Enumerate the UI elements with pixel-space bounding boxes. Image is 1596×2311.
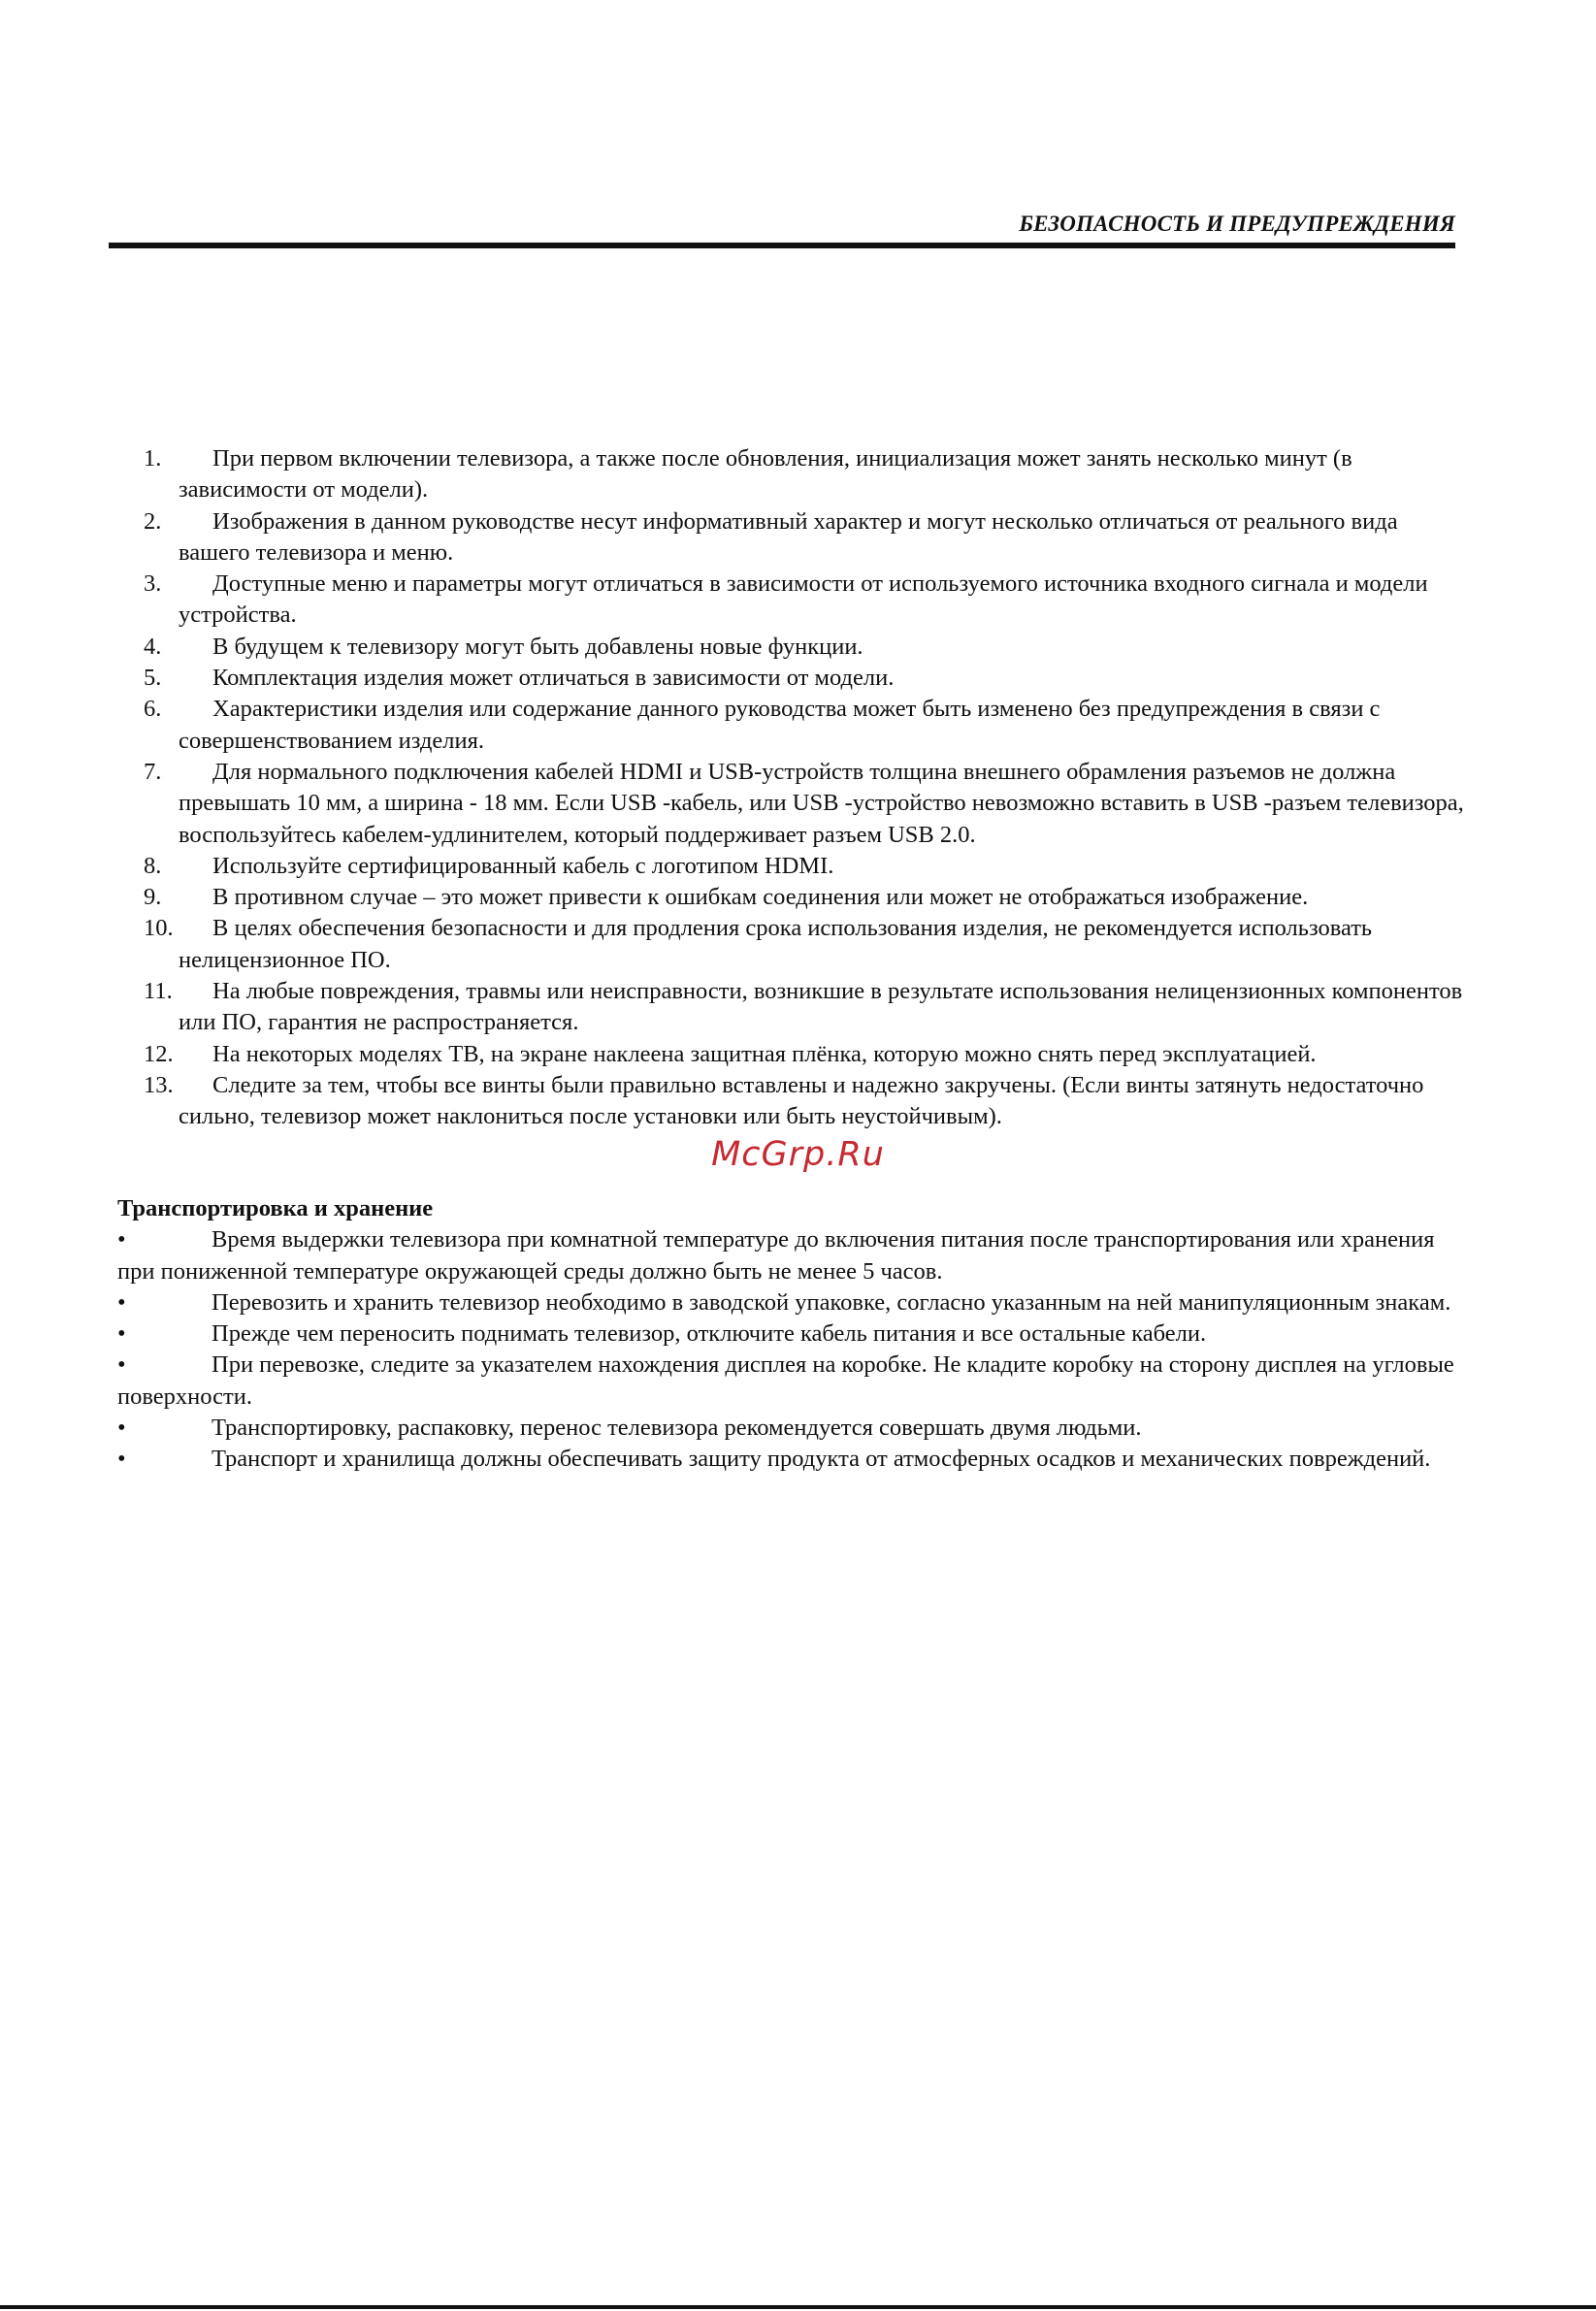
bullet-icon: • [117, 1351, 126, 1379]
bullet-text: При перевозке, следите за указателем нахождения дисплея на коробке. Не кладите коробку на сторону дисплея на угловые поверхности. [117, 1351, 1454, 1410]
header-divider [109, 243, 1455, 248]
bullet-text: Время выдержки телевизора при комнатной температуре до включения питания после транспортирования или хранения при пониженной температуре окружающей среды должно быть не менее 5 часов. [117, 1226, 1435, 1285]
item-text: В будущем к телевизору могут быть добавлены новые функции. [212, 633, 863, 660]
list-item [117, 1318, 1461, 1350]
item-number: 4. [144, 633, 162, 660]
bullet-icon: • [117, 1288, 126, 1316]
list-item [116, 506, 1475, 570]
item-number: 13. [144, 1071, 174, 1098]
list-item [117, 1224, 1461, 1287]
item-text: Характеристики изделия или содержание данного руководства может быть изменено без предупреждения в связи с совершенствованием изделия. [179, 696, 1381, 754]
list-item [116, 569, 1475, 632]
list-item [116, 694, 1475, 757]
item-text: На любые повреждения, травмы или неисправности, возникшие в результате использования нелицензионных компонентов или ПО, гарантия не распространяется. [179, 978, 1463, 1036]
list-item [116, 882, 1475, 913]
list-item [116, 663, 1475, 694]
bullet-text: Транспортировку, распаковку, перенос телевизора рекомендуется совершать двумя людьми. [212, 1415, 1142, 1442]
page-section-title: БЕЗОПАСНОСТЬ И ПРЕДУПРЕЖДЕНИЯ [1019, 212, 1455, 236]
list-item [116, 976, 1475, 1039]
item-number: 8. [144, 852, 162, 879]
list-item [116, 1070, 1475, 1133]
transport-list [117, 1224, 1461, 1475]
list-item [117, 1413, 1461, 1444]
list-item [116, 632, 1475, 663]
item-text: Для нормального подключения кабелей HDMI и USB-устройств толщина внешнего обрамления разъемов не должна превышать 10 мм, а ширина - 18 мм. Если USB -кабель, или USB -устройство невозможно вставить в USB -разъем телевизора, воспользуйтесь кабелем-удлинителем, который поддерживает разъем USB 2.0. [179, 758, 1464, 848]
item-text: В целях обеспечения безопасности и для продления срока использования изделия, не рекомендуется использовать нелицензионное ПО. [179, 915, 1373, 973]
list-item [116, 851, 1475, 882]
bullet-icon: • [117, 1320, 126, 1348]
item-text: Следите за тем, чтобы все винты были правильно вставлены и надежно закручены. (Если винты затянуть недостаточно сильно, телевизор может наклониться после установки или быть неустойчивым). [179, 1071, 1424, 1130]
bullet-icon: • [117, 1446, 126, 1473]
notes-list [116, 443, 1475, 1133]
item-text: Используйте сертифицированный кабель с логотипом HDMI. [212, 852, 834, 879]
list-item [116, 443, 1475, 506]
list-item [117, 1287, 1461, 1318]
item-number: 5. [144, 665, 162, 692]
list-item [116, 1039, 1475, 1070]
bullet-text: Прежде чем переносить поднимать телевизор, отключите кабель питания и все остальные кабели. [212, 1320, 1207, 1348]
bullet-text: Транспорт и хранилища должны обеспечивать защиту продукта от атмосферных осадков и механических повреждений. [212, 1446, 1431, 1473]
item-number: 12. [144, 1040, 174, 1067]
item-text: В противном случае – это может привести к ошибкам соединения или может не отображаться изображение. [212, 884, 1309, 911]
item-number: 2. [144, 507, 162, 535]
item-number: 11. [144, 978, 173, 1005]
item-number: 3. [144, 570, 162, 598]
item-text: На некоторых моделях ТВ, на экране наклеена защитная плёнка, которую можно снять перед эксплуатацией. [212, 1040, 1317, 1067]
bullet-text: Перевозить и хранить телевизор необходимо в заводской упаковке, согласно указанным на ней манипуляционным знакам. [212, 1288, 1451, 1316]
list-item [116, 757, 1475, 851]
section-heading: Транспортировка и хранение [117, 1195, 434, 1221]
bullet-icon: • [117, 1226, 126, 1253]
item-number: 7. [144, 758, 162, 785]
list-item [117, 1350, 1461, 1413]
bullet-icon: • [117, 1415, 126, 1442]
list-item [116, 913, 1475, 976]
list-item [117, 1444, 1461, 1475]
item-text: Доступные меню и параметры могут отличаться в зависимости от используемого источника входного сигнала и модели устройства. [179, 570, 1428, 629]
item-text: Изображения в данном руководстве несут информативный характер и могут несколько отличаться от реального вида вашего телевизора и меню. [179, 507, 1398, 566]
item-text: Комплектация изделия может отличаться в зависимости от модели. [212, 665, 895, 692]
item-number: 6. [144, 696, 162, 723]
transport-section [117, 1193, 1461, 1476]
item-number: 9. [144, 884, 162, 911]
item-number: 10. [144, 915, 174, 942]
item-number: 1. [144, 445, 162, 472]
item-text: При первом включении телевизора, а также после обновления, инициализация может занять несколько минут (в зависимости от модели). [179, 445, 1352, 504]
bottom-edge-line [0, 2305, 1596, 2309]
watermark-link[interactable]: McGrp.Ru [711, 1135, 885, 1174]
